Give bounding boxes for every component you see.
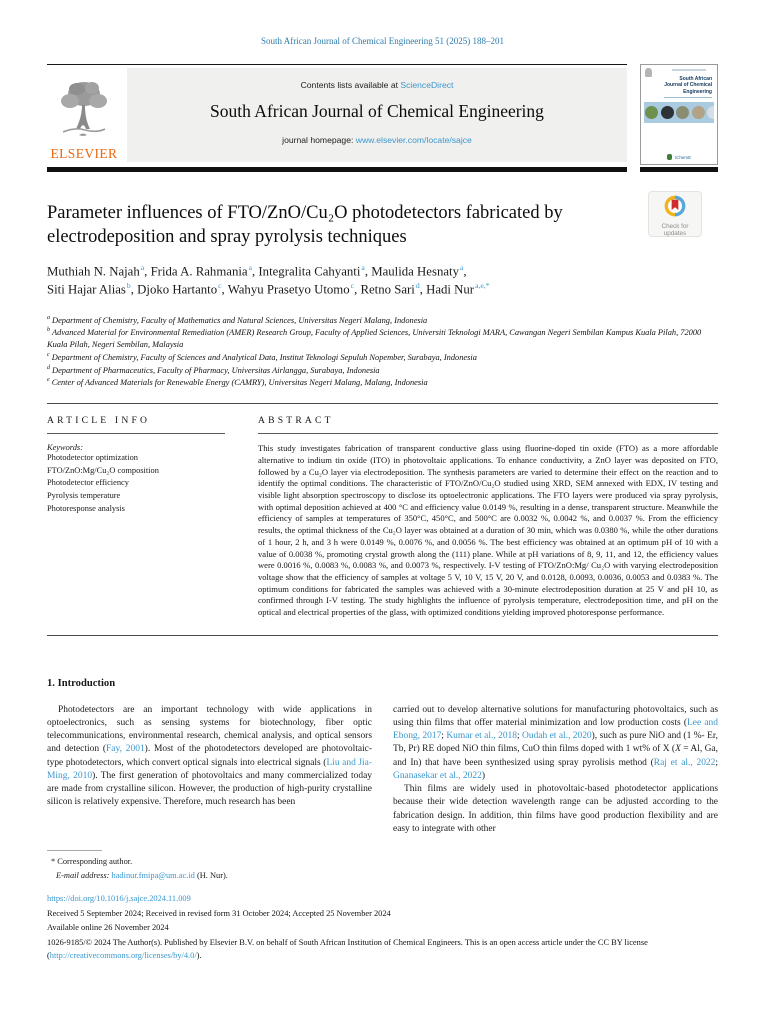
cover-bottom-bar [640, 167, 718, 172]
text-run: a [460, 262, 464, 272]
body-column-right [393, 704, 718, 836]
banner-journal-title: South African Journal of Chemical Engineering [210, 101, 544, 121]
text-run: ), such as pure NiO and (1 %- Er, Tb, Pr) RE doped NiO thin films, CuO thin films doped with 1 wt% of X ( [393, 731, 719, 755]
text-run: ; [441, 731, 447, 742]
text-run: b [126, 280, 131, 290]
citation-link[interactable]: Liu and Jia-Ming, 2010 [47, 757, 373, 781]
banner-main [47, 64, 627, 172]
text-run: a,e,* [475, 280, 490, 290]
footnote-block [47, 850, 718, 880]
author-line [47, 281, 718, 299]
email-address-line [47, 871, 718, 880]
text-run: , Maulida Hesnaty [364, 264, 459, 279]
article-info-column [47, 415, 225, 619]
footnote-divider [47, 850, 102, 851]
received-dates: Received 5 September 2024; Received in revised form 31 October 2024; Accepted 25 November 2024 [47, 908, 391, 918]
cover-photo-circle [692, 106, 705, 119]
text-run: , Integralita Cahyanti [252, 264, 361, 279]
abstract-column [258, 415, 718, 619]
sciencedirect-link[interactable]: ScienceDirect [400, 80, 454, 90]
keyword: Pyrolysis temperature [47, 491, 121, 500]
article-info-heading: ARTICLE INFO [47, 415, 225, 434]
affiliation-mark: c [47, 352, 50, 359]
article-title [47, 201, 647, 250]
check-for-updates-badge[interactable] [648, 191, 702, 237]
article-footer [47, 893, 718, 962]
text-run: a [140, 262, 145, 272]
citation-link[interactable]: Kumar et al., 2018 [446, 731, 517, 742]
affiliation-text: Center of Advanced Materials for Renewable Energy (CAMRY), Universitas Negeri Malang, Malang, Indonesia [51, 378, 428, 388]
banner-center [127, 68, 627, 162]
affiliation-mark: a [47, 314, 51, 321]
text-run: ). Most of the photodetectors developed are photovoltaic-type photodetectors, which convert optical signals into electrical signals ( [47, 744, 373, 768]
affiliation-item [47, 376, 718, 389]
contents-label: Contents lists available at [300, 80, 401, 90]
affiliation-mark: e [47, 377, 50, 384]
abstract-text: This study investigates fabrication of transparent conductive glass using fluorine-doped tin oxide (FTO) as a more affordable alternative to indium tin oxide (ITO) in photovoltaic applications. To enhance conductivity, a ZnO layer was deposited on FTO, followed by a Cu₂O layer via electrodeposition. The synthesis parameters are varied to determine their effect on the reaction and to identify the optimal conditions. The characteristic of FTO/ZnO/Cu₂O studied using XRD, SEM annexed with EDX, IV testing and visible light absorption spectroscopy to disclose its optoelectronic applications. The FTO layers were produced via spray pyrolysis, with optimal deposition achieved at 400 °C and efficiency value 0.0149 %, resulting in a dense, transparent structure. Meanwhile the efficiency of samples at temperatures of 350°C, 450°C, and 500°C are 0.0032 %, 0.0042 %, and 0.0037 %. From the efficiency results, the optimal thickness of the Cu₂O layer was obtained at a duration of 30 min, which was 0.0380 %, while the other durations of 1 hour, 2 h, and 3 h were 0.0149 %, 0.0076 %, and 0.0056 %. The best efficiency was obtained at an optimum pH of 10 with a value of 0.0038 %, promoting crystal growth along the (111) plane. While at pH variations of 8, 9, 11, and 12, the efficiency values were 0.0016 %, 0.0083 %, 0.0083 %, and 0.0073 %, respectively. I-V testing of FTO/ZnO:Mg/ Cu₂O with varying electrodeposition voltage show that the efficiency of samples at voltage 5 V, 10 V, 15 V, 20 V, and 0.0128, 0.0093, 0.0036, 0.0053 and 0.0383 %. The optimum conditions for fabricated the samples was achieved with a 30-minute electrodeposition duration at 25 V and pH 10, as confirmed through I-V testing. The study highlights the influence of pyrolysis temperature, electrodeposition time, and pH on the optical and electrical properties of the glass, with optimized conditions yielding improved photoresponse performance. [258, 443, 718, 618]
cover-photo-circle [707, 106, 714, 119]
journal-reference: South African Journal of Chemical Engineering 51 (2025) 188–201 [261, 36, 504, 46]
text-run: X [675, 744, 681, 755]
email-link[interactable]: hadinur.fmipa@um.ac.id [111, 871, 195, 881]
elsevier-wordmark: ELSEVIER [50, 146, 118, 161]
citation-link[interactable]: Lee and Ebong, 2017 [393, 717, 718, 742]
text-run: c [218, 280, 222, 290]
affiliation-mark: d [47, 364, 51, 371]
affiliation-text: Department of Pharmaceutics, Faculty of Pharmacy, Universitas Airlangga, Surabaya, Indonesia [52, 365, 380, 375]
cover-society-logo [641, 154, 717, 160]
affiliation-text: Advanced Material for Environmental Remediation (AMER) Research Group, Faculty of Applied Sciences, Universiti Teknologi MARA, Cawangan Negeri Sembilan Kampus Kuala Pilah, 72000 Kuala Pilah, Negeri Sembilan, Malaysia [47, 328, 702, 350]
keyword: Photodetector optimization [47, 453, 138, 463]
text-run: c [350, 280, 355, 290]
journal-homepage-link[interactable]: www.elsevier.com/locate/sajce [355, 135, 472, 145]
affiliation-text: Department of Chemistry, Faculty of Sciences and Analytical Data, Institut Teknologi Sepuluh Nopember, Surabaya, Indonesia [51, 352, 477, 362]
cover-photo-circle [645, 106, 658, 119]
license-link[interactable]: http://creativecommons.org/licenses/by/4.0/ [49, 950, 197, 960]
cover-elsevier-mini-icon [645, 68, 652, 77]
article-title-line1: Parameter influences of FTO/ZnO/Cu₂O photodetectors fabricated by [47, 203, 563, 223]
body-columns [47, 704, 718, 836]
citation-link[interactable]: Gnanasekar et al., 2022 [393, 770, 482, 781]
author-line [47, 263, 718, 281]
crossmark-icon [664, 195, 686, 222]
text-run: Photodetectors are an important technology with wide applications in optoelectronics, such as sensing systems for biotechnology, fiber optic telecommunications, environmental research, chemical analysis, and optical sensors and detection ( [47, 704, 372, 755]
text-run: E-mail address: [56, 871, 112, 881]
cover-top-rule [672, 69, 706, 71]
text-run: , Retno Sari [354, 282, 415, 296]
homepage-label: journal homepage: [282, 135, 356, 145]
body-paragraph: Thin films are widely used in photovoltaic-based photodetector applications because their wide detection wavelength range can be adjusted according to the fabrication design. In addition, thin films have good production flexibility and are easy to integrate with other [393, 784, 718, 834]
available-online: Available online 26 November 2024 [47, 923, 169, 933]
text-run: 1026-9185/© 2024 The Author(s). Published by Elsevier B.V. on behalf of South African Institution of Chemical Engineers. This is an open access article under the CC BY license ( [47, 937, 648, 960]
keyword: FTO/ZnO:Mg/Cu₂O composition [47, 465, 159, 475]
text-run: = Al, Ga, and In) that have been synthesized using spray pyrolisis method ( [393, 744, 718, 768]
journal-banner [47, 64, 718, 172]
affiliation-item [47, 326, 718, 351]
cover-photo-circle [676, 106, 689, 119]
text-run: a [248, 262, 253, 272]
contents-line [137, 80, 617, 90]
doi-link[interactable]: https://doi.org/10.1016/j.sajce.2024.11.009 [47, 894, 191, 904]
body-paragraph [47, 704, 372, 810]
body-paragraph [393, 704, 718, 783]
keywords-label: Keywords: [47, 443, 83, 453]
text-run: , Frida A. Rahmania [144, 264, 248, 279]
text-run: carried out to develop alternative solutions for manufacturing photovoltaics, such as using thin films that offer material minimization and low production costs ( [393, 704, 718, 728]
keyword: Photoresponse analysis [47, 503, 125, 513]
corresponding-author-note: * Corresponding author. [51, 857, 133, 867]
cover-sub-rule [664, 97, 712, 99]
text-run: ; [517, 731, 523, 742]
journal-cover-image [640, 64, 718, 165]
cover-photo-band [644, 102, 714, 123]
cover-photo-circle [661, 106, 674, 119]
citation-link[interactable]: Oudah et al., 2020 [522, 731, 592, 742]
article-title-line2: electrodeposition and spray pyrolysis techniques [47, 227, 407, 248]
text-run: a [361, 262, 365, 272]
affiliations [47, 314, 718, 390]
elsevier-logo [47, 68, 127, 162]
affiliation-item [47, 314, 718, 327]
text-run: , [463, 264, 467, 279]
text-run: ) [481, 770, 485, 781]
homepage-line [137, 135, 617, 145]
keyword: Photodetector efficiency [47, 478, 129, 488]
text-run: ; [715, 757, 718, 768]
society-icon [667, 154, 672, 160]
society-name: IChemE [674, 154, 692, 160]
text-run: , Hadi Nur [419, 282, 475, 296]
text-run: Siti Hajar Alias [47, 282, 126, 296]
cover-title: South African Journal of Chemical Engineering [664, 76, 712, 95]
text-run: , Djoko Hartanto [130, 282, 218, 296]
text-run: ). [196, 950, 202, 960]
affiliation-mark: b [47, 327, 51, 334]
citation-link[interactable]: Raj et al., 2022 [653, 757, 716, 768]
affiliation-item [47, 364, 718, 377]
text-run: ). The first generation of photovoltaics and many commercialized today are made from crystalline silicon. However, the production of high-purity crystalline silicon is relatively expensive. Therefore, much research has been [47, 770, 372, 808]
text-run: Muthiah N. Najah [47, 264, 140, 279]
affiliation-item [47, 351, 718, 364]
copyright-line [47, 937, 718, 962]
crossmark-label: Check for updates [661, 223, 689, 238]
section-heading-introduction: 1. Introduction [47, 677, 116, 689]
text-run: d [415, 280, 420, 290]
affiliation-text: Department of Chemistry, Faculty of Mathematics and Natural Sciences, Universitas Negeri Malang, Indonesia [52, 315, 428, 325]
text-run: (H. Nur). [194, 871, 228, 881]
citation-link[interactable]: Fay, 2001 [106, 744, 145, 755]
text-run: , Wahyu Prasetyo Utomo [221, 282, 350, 296]
author-list [47, 263, 718, 299]
abstract-heading: ABSTRACT [258, 415, 718, 434]
elsevier-tree-icon [55, 79, 113, 148]
meta-block [47, 403, 718, 636]
body-column-left [47, 704, 372, 836]
journal-cover [640, 64, 718, 172]
